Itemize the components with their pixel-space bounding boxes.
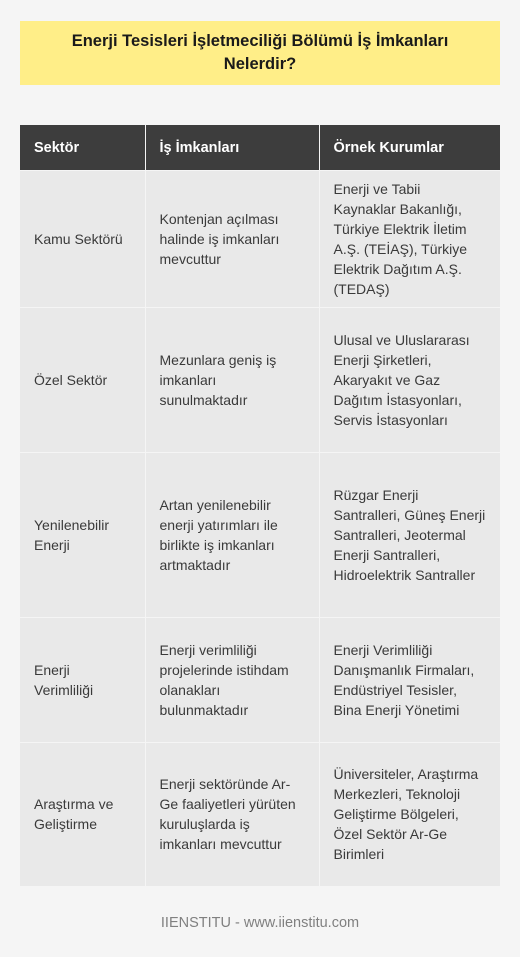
- header-sector: Sektör: [20, 125, 145, 171]
- cell-sector: Araştırma ve Geliştirme: [20, 743, 145, 886]
- cell-institutions: Enerji Verimliliği Danışmanlık Firmaları, Endüstriyel Tesisler, Bina Enerji Yönetimi: [319, 618, 500, 743]
- table-row: [20, 453, 500, 618]
- jobs-table: [20, 125, 500, 886]
- cell-institutions: Enerji ve Tabii Kaynaklar Bakanlığı, Türkiye Elektrik İletim A.Ş. (TEİAŞ), Türkiye Elektrik Dağıtım A.Ş. (TEDAŞ): [319, 171, 500, 308]
- cell-opportunities: Mezunlara geniş iş imkanları sunulmaktadır: [145, 308, 319, 453]
- table-row: [20, 618, 500, 743]
- page-title: Enerji Tesisleri İşletmeciliği Bölümü İş İmkanları Nelerdir?: [71, 32, 449, 73]
- cell-opportunities: Enerji verimliliği projelerinde istihdam olanakları bulunmaktadır: [145, 618, 319, 743]
- cell-institutions: Rüzgar Enerji Santralleri, Güneş Enerji Santralleri, Jeotermal Enerji Santralleri, Hidroelektrik Santraller: [319, 453, 500, 618]
- cell-sector: Yenilenebilir Enerji: [20, 453, 145, 618]
- title-banner: [20, 21, 500, 85]
- table-row: [20, 308, 500, 453]
- cell-institutions: Ulusal ve Uluslararası Enerji Şirketleri, Akaryakıt ve Gaz Dağıtım İstasyonları, Servis İstasyonları: [319, 308, 500, 453]
- cell-institutions: Üniversiteler, Araştırma Merkezleri, Teknoloji Geliştirme Bölgeleri, Özel Sektör Ar-Ge Birimleri: [319, 743, 500, 886]
- table-row: [20, 171, 500, 308]
- cell-opportunities: Artan yenilenebilir enerji yatırımları ile birlikte iş imkanları artmaktadır: [145, 453, 319, 618]
- cell-opportunities: Enerji sektöründe Ar-Ge faaliyetleri yürüten kuruluşlarda iş imkanları mevcuttur: [145, 743, 319, 886]
- table-row: [20, 743, 500, 886]
- cell-sector: Kamu Sektörü: [20, 171, 145, 308]
- footer-credit: IIENSTITU - www.iienstitu.com: [160, 915, 360, 931]
- table-header-row: [20, 125, 500, 171]
- cell-opportunities: Kontenjan açılması halinde iş imkanları mevcuttur: [145, 171, 319, 308]
- cell-sector: Enerji Verimliliği: [20, 618, 145, 743]
- header-example-institutions: Örnek Kurumlar: [319, 125, 500, 171]
- cell-sector: Özel Sektör: [20, 308, 145, 453]
- header-job-opportunities: İş İmkanları: [145, 125, 319, 171]
